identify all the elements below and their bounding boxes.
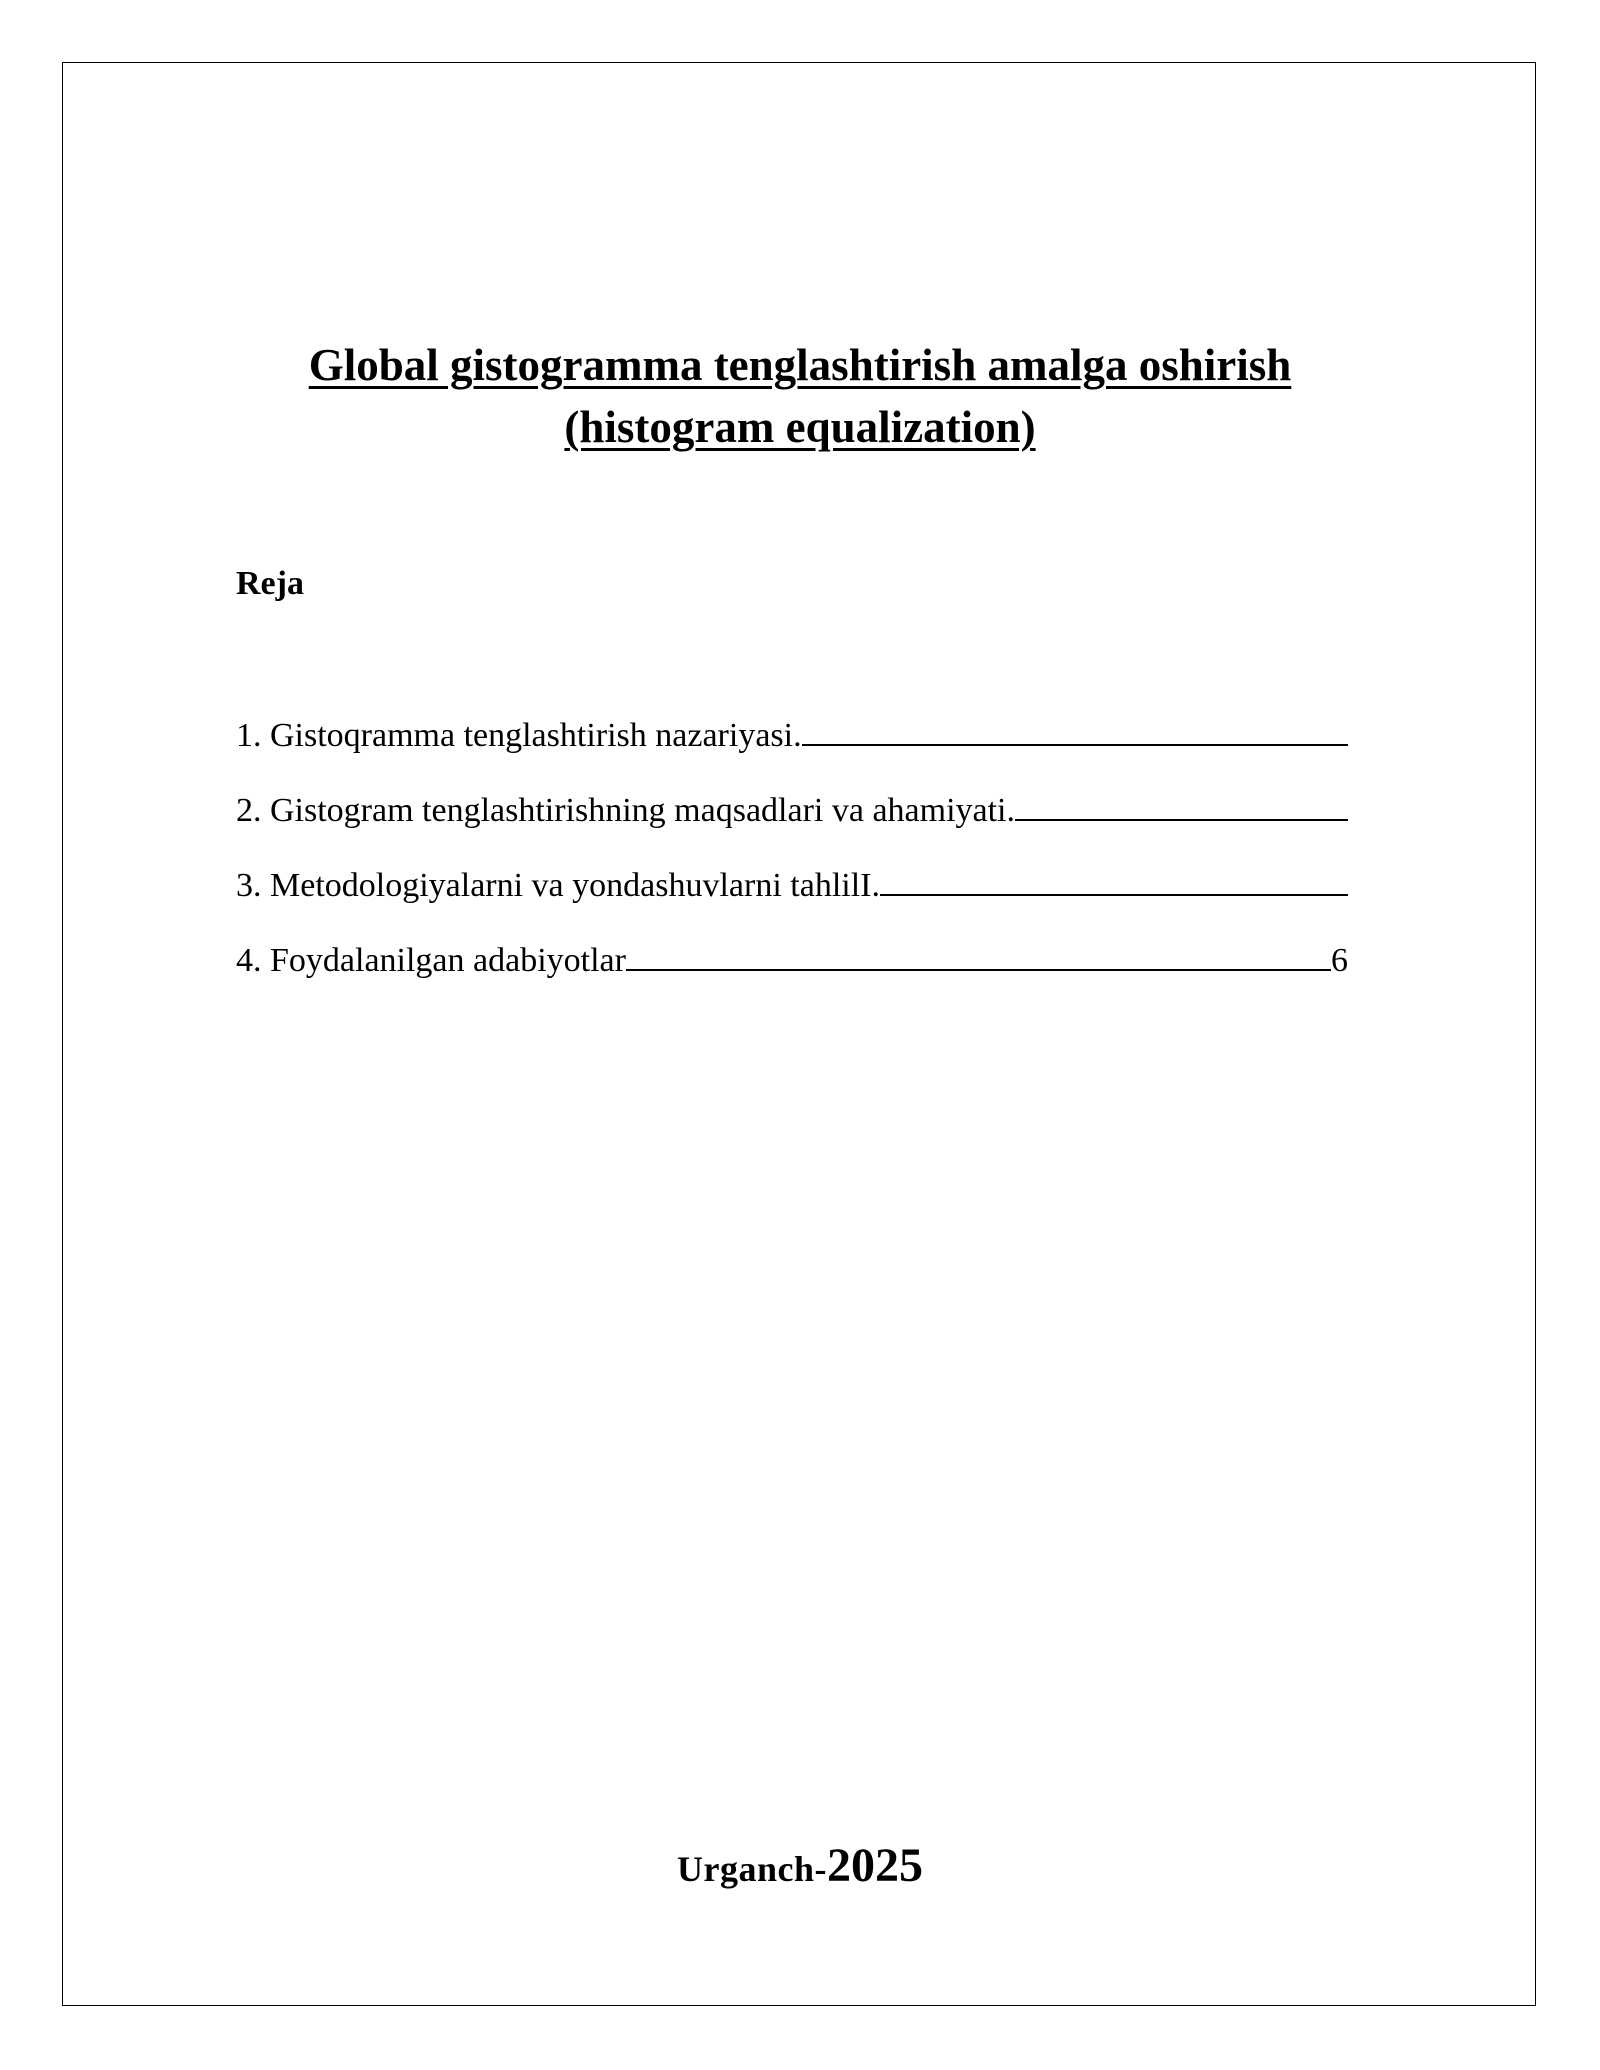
toc-item-text: 4. Foydalanilgan adabiyotlar — [236, 942, 626, 979]
toc-item-page: 6 — [1331, 942, 1348, 979]
plan-heading: Reja — [236, 565, 304, 602]
toc-leader-line — [880, 862, 1348, 896]
title-line-2: (histogram equalization) — [564, 402, 1036, 452]
title-line-1: Global gistogramma tenglashtirish amalga oshirish — [308, 340, 1292, 390]
document-title — [0, 334, 1600, 458]
toc-leader-line — [802, 712, 1348, 746]
toc-leader-line — [1015, 787, 1348, 821]
footer-city: Urganch- — [677, 1849, 827, 1889]
toc-leader-line — [626, 937, 1331, 971]
toc-item-text: 2. Gistogram tenglashtirishning maqsadlari va ahamiyati. — [236, 792, 1015, 829]
toc-item — [236, 787, 1348, 862]
toc-item — [236, 712, 1348, 787]
toc-item — [236, 937, 1348, 1012]
footer-place-year — [0, 1838, 1600, 1893]
footer-year: 2025 — [827, 1839, 923, 1892]
toc-item — [236, 862, 1348, 937]
toc-item-text: 1. Gistoqramma tenglashtirish nazariyasi. — [236, 717, 802, 754]
toc-item-text: 3. Metodologiyalarni va yondashuvlarni tahlilI. — [236, 867, 880, 904]
table-of-contents — [236, 712, 1348, 1012]
